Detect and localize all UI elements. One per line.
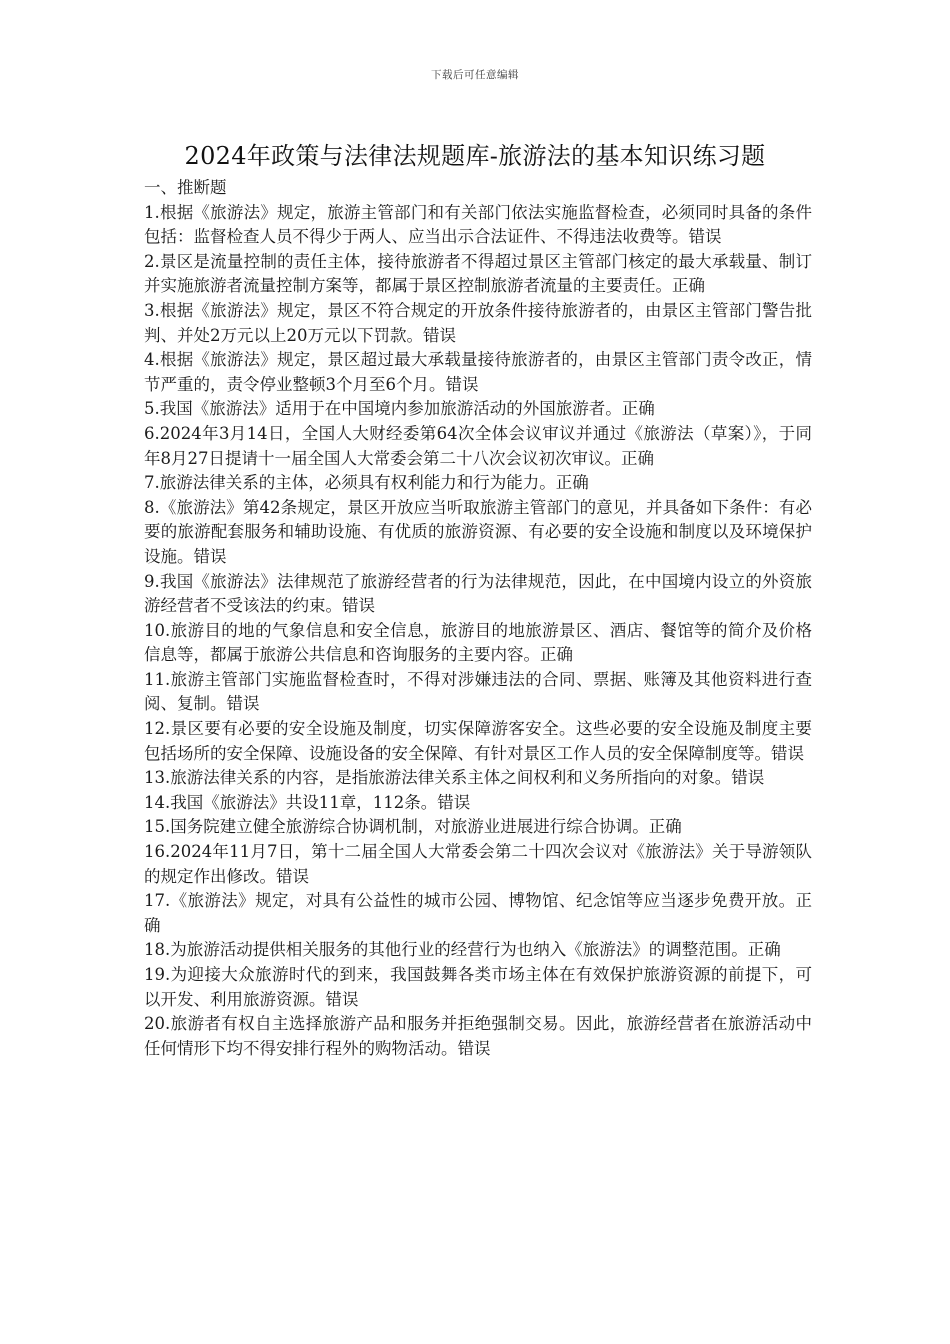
question-item-2: 2.景区是流量控制的责任主体，接待旅游者不得超过景区主管部门核定的最大承载量、制订并实施旅游者流量控制方案等，都属于景区控制旅游者流量的主要责任。正确 bbox=[144, 251, 812, 296]
question-item-1: 1.根据《旅游法》规定，旅游主管部门和有关部门依法实施监督检查，必须同时具备的条件包括：监督检查人员不得少于两人、应当出示合法证件、不得违法收费等。错误 bbox=[144, 202, 812, 247]
question-item-14: 14.我国《旅游法》共设11章，112条。错误 bbox=[144, 792, 471, 812]
question-item-9: 9.我国《旅游法》法律规范了旅游经营者的行为法律规范，因此，在中国境内设立的外资旅游经营者不受该法的约束。错误 bbox=[144, 571, 812, 616]
question-item-17: 17.《旅游法》规定，对具有公益性的城市公园、博物馆、纪念馆等应当逐步免费开放。正确 bbox=[144, 891, 812, 935]
question-item-16: 16.2024年11月7日，第十二届全国人大常委会第二十四次会议对《旅游法》关于导游领队的规定作出修改。错误 bbox=[144, 842, 812, 886]
question-item-5: 5.我国《旅游法》适用于在中国境内参加旅游活动的外国旅游者。正确 bbox=[144, 399, 655, 419]
question-item-6: 6.2024年3月14日，全国人大财经委第64次全体会议审议并通过《旅游法（草案）》，于同年8月27日提请十一届全国人大常委会第二十八次会议初次审议。正确 bbox=[144, 423, 812, 468]
document-body bbox=[144, 176, 812, 1061]
question-item-18: 18.为旅游活动提供相关服务的其他行业的经营行为也纳入《旅游法》的调整范围。正确 bbox=[144, 940, 781, 960]
question-item-4: 4.根据《旅游法》规定，景区超过最大承载量接待旅游者的，由景区主管部门责令改正，情节严重的，责令停业整顿3个月至6个月。错误 bbox=[144, 350, 812, 394]
question-item-19: 19.为迎接大众旅游时代的到来，我国鼓舞各类市场主体在有效保护旅游资源的前提下，可以开发、利用旅游资源。错误 bbox=[144, 965, 812, 1009]
question-item-11: 11.旅游主管部门实施监督检查时，不得对涉嫌违法的合同、票据、账簿及其他资料进行查阅、复制。错误 bbox=[144, 669, 812, 714]
question-item-8: 8.《旅游法》第42条规定，景区开放应当听取旅游主管部门的意见，并具备如下条件：有必要的旅游配套服务和辅助设施、有优质的旅游资源、有必要的安全设施和制度以及环境保护设施。错误 bbox=[144, 497, 812, 566]
question-item-13: 13.旅游法律关系的内容，是指旅游法律关系主体之间权利和义务所指向的对象。错误 bbox=[144, 768, 765, 788]
question-item-15: 15.国务院建立健全旅游综合协调机制，对旅游业进展进行综合协调。正确 bbox=[144, 817, 682, 837]
question-item-12: 12.景区要有必要的安全设施及制度，切实保障游客安全。这些必要的安全设施及制度主要包括场所的安全保障、设施设备的安全保障、有针对景区工作人员的安全保障制度等。错误 bbox=[144, 719, 812, 763]
question-item-10: 10.旅游目的地的气象信息和安全信息，旅游目的地旅游景区、酒店、餐馆等的简介及价格信息等，都属于旅游公共信息和咨询服务的主要内容。正确 bbox=[144, 620, 812, 665]
section-heading: 一、推断题 bbox=[144, 178, 227, 197]
question-item-3: 3.根据《旅游法》规定，景区不符合规定的开放条件接待旅游者的，由景区主管部门警告批判、并处2万元以上20万元以下罚款。错误 bbox=[144, 300, 812, 345]
page-header-note: 下载后可任意编辑 bbox=[431, 69, 519, 81]
question-item-20: 20.旅游者有权自主选择旅游产品和服务并拒绝强制交易。因此，旅游经营者在旅游活动中任何情形下均不得安排行程外的购物活动。错误 bbox=[144, 1014, 812, 1058]
question-item-7: 7.旅游法律关系的主体，必须具有权利能力和行为能力。正确 bbox=[144, 473, 589, 493]
document-title: 2024年政策与法律法规题库-旅游法的基本知识练习题 bbox=[184, 142, 766, 170]
